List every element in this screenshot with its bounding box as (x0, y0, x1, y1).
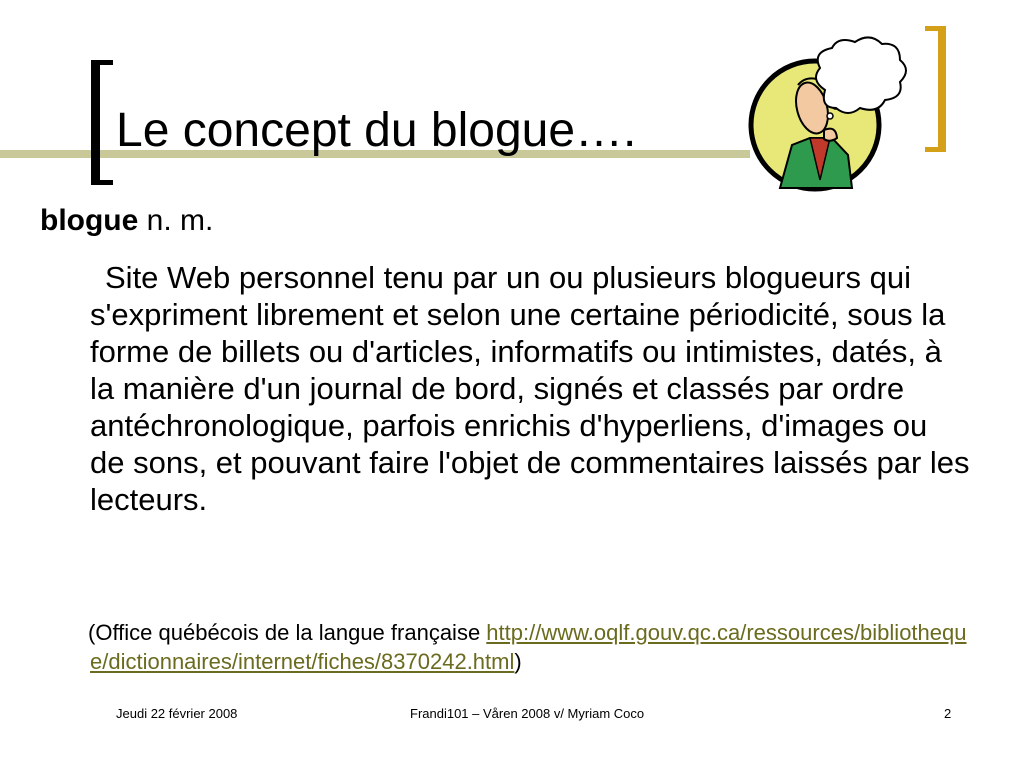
source-prefix: (Office québécois de la langue française (88, 620, 487, 645)
thinking-man-icon (740, 30, 920, 195)
source-citation (90, 618, 980, 676)
right-bracket-bottom (925, 147, 946, 152)
footer-course: Frandi101 – Våren 2008 v/ Myriam Coco (410, 706, 645, 721)
footer-date: Jeudi 22 février 2008 (116, 706, 238, 721)
source-link[interactable]: http://www.oqlf.gouv.qc.ca/ressources/bibliotheque/dictionnaires/internet/fiches/8370242.html (90, 620, 967, 674)
right-bracket (938, 26, 946, 152)
term-category: n. m. (146, 204, 214, 237)
term: blogue (40, 204, 139, 237)
slide-title: Le concept du blogue…. (116, 104, 637, 157)
left-bracket-top (91, 60, 113, 65)
source-suffix: ) (514, 649, 522, 674)
left-bracket-bottom (91, 180, 113, 185)
term-line (40, 203, 213, 239)
right-bracket-top (925, 26, 946, 31)
footer-page-number: 2 (944, 706, 952, 721)
left-bracket (91, 60, 100, 185)
definition: Site Web personnel tenu par un ou plusieurs blogueurs qui s'expriment librement et selon une certaine périodicité, sous la forme de billets ou d'articles, informatifs ou intimistes, datés, à la manière d'un journal de bord, signés et classés par ordre antéchronologique, parfois enrichis d'hyperliens, d'images ou de sons, et pouvant faire l'objet de commentaires laissés par les lecteurs. (90, 260, 970, 517)
